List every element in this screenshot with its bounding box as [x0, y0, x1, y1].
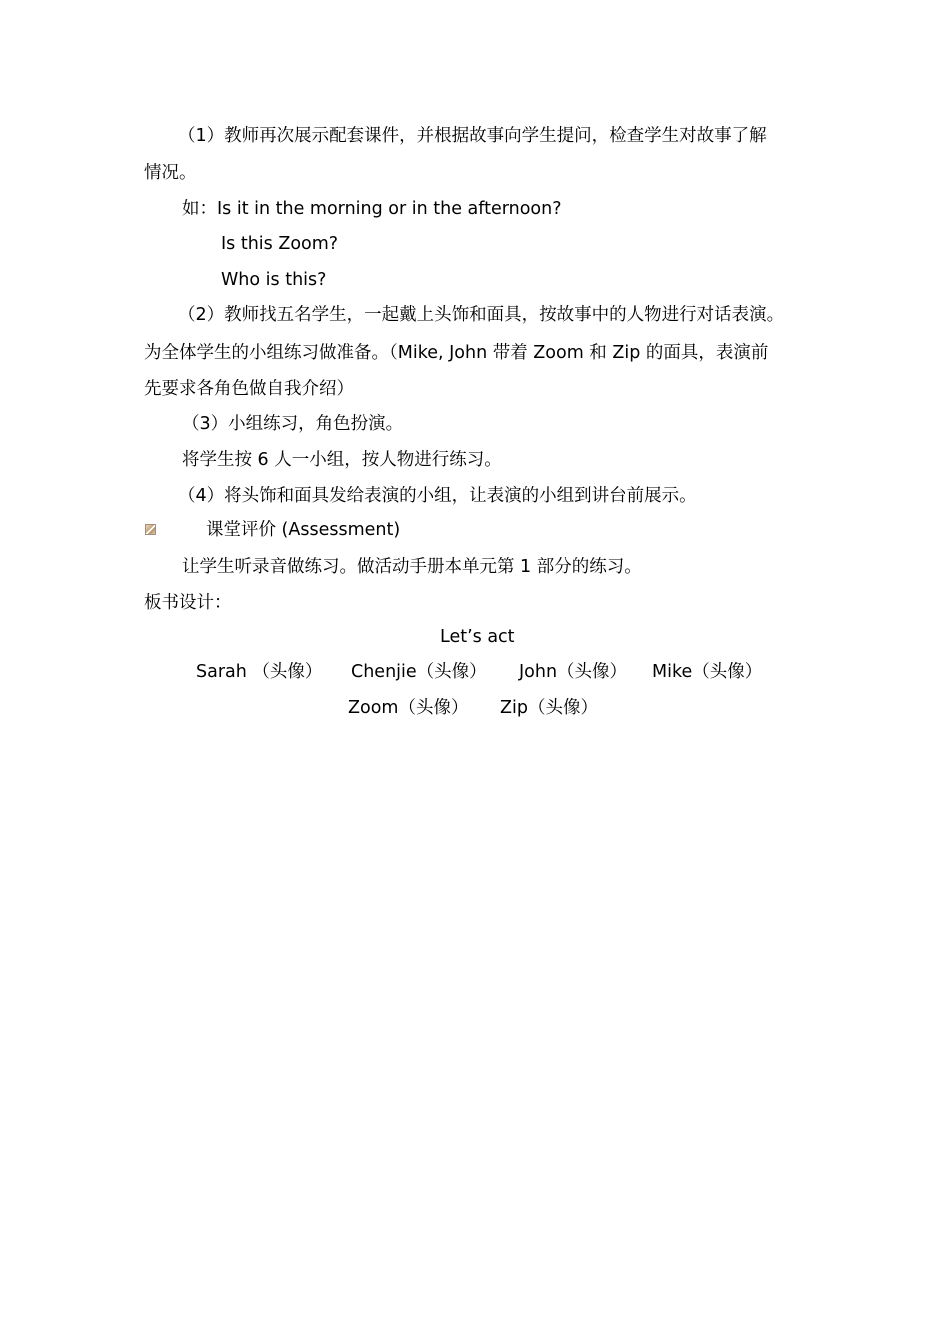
board-item-john: John（头像） [519, 662, 628, 682]
paragraph-3: （3）小组练习，角色扮演。 [182, 414, 404, 434]
paragraph-2-line-2: 为全体学生的小组练习做准备。（Mike, John 带着 Zoom 和 Zip 的面具，表演前 [144, 343, 769, 363]
assessment-text: 让学生听录音做练习。做活动手册本单元第 1 部分的练习。 [182, 557, 642, 577]
question-3: Who is this? [221, 270, 327, 290]
question-1: 如：Is it in the morning or in the afternoon? [182, 199, 562, 219]
board-design-heading: 板书设计： [144, 593, 232, 613]
board-item-zip: Zip（头像） [500, 698, 598, 718]
board-item-chenjie: Chenjie（头像） [351, 662, 487, 682]
paragraph-4: （4）将头饰和面具发给表演的小组，让表演的小组到讲台前展示。 [178, 486, 697, 506]
board-item-sarah: Sarah （头像） [196, 662, 323, 682]
paragraph-2-line-3: 先要求各角色做自我介绍） [144, 379, 354, 399]
assessment-heading: 课堂评价 (Assessment) [206, 520, 401, 540]
paragraph-1-line-2: 情况。 [144, 163, 197, 183]
board-item-zoom: Zoom（头像） [348, 698, 469, 718]
paragraph-2-line-1: （2）教师找五名学生，一起戴上头饰和面具，按故事中的人物进行对话表演。 [178, 305, 785, 325]
paragraph-1-line-1: （1）教师再次展示配套课件，并根据故事向学生提问，检查学生对故事了解 [178, 126, 767, 146]
bullet-image-icon [145, 524, 156, 535]
paragraph-3-detail: 将学生按 6 人一小组，按人物进行练习。 [182, 450, 502, 470]
board-item-mike: Mike（头像） [652, 662, 763, 682]
board-title: Let’s act [440, 627, 515, 647]
question-2: Is this Zoom? [221, 234, 339, 254]
